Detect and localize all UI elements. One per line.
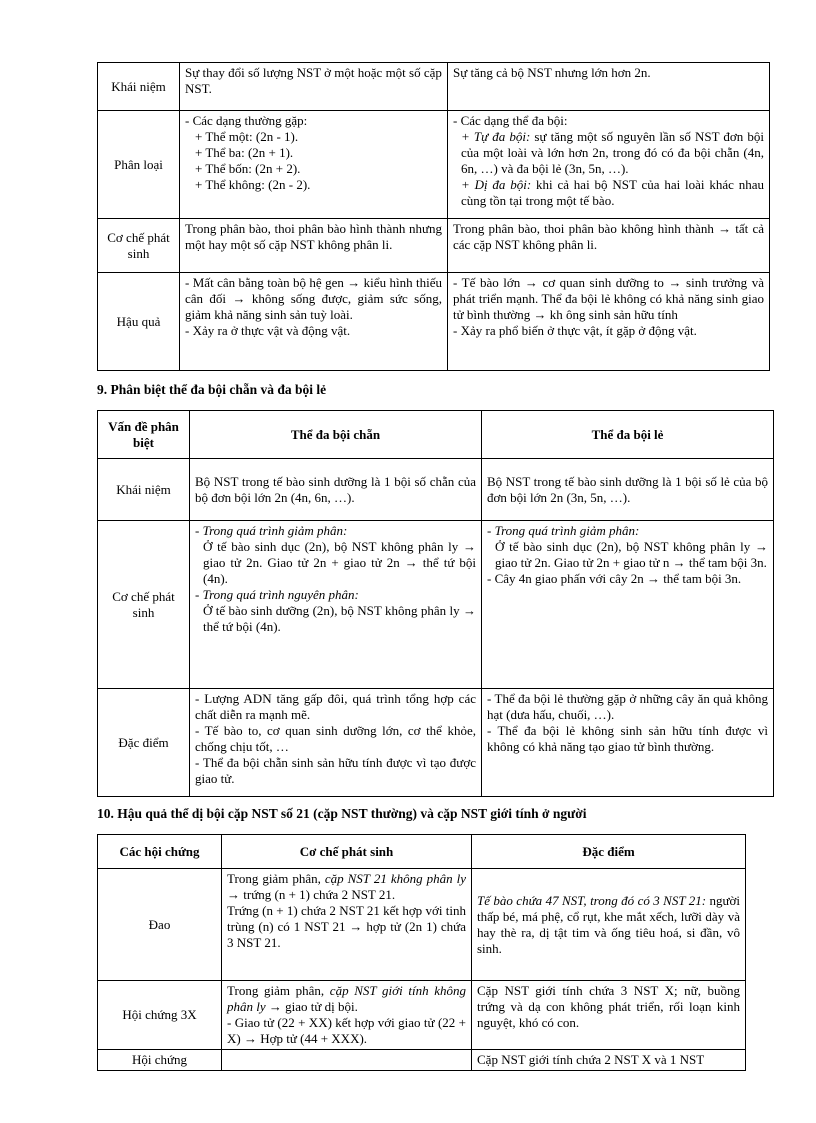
- table-header-row: [98, 411, 774, 459]
- table-cell: - Các dạng thể đa bội: + Tự đa bội: sự tăng một số nguyên lần số NST đơn bội của một loài và lớn hơn 2n, trong đó có đa bội chẵn (4n, 6n, …) và đa bội lẻ (3n, 5n, …). + Dị đa bội: khi cả hai bộ NST của hai loài khác nhau cùng tồn tại trong một tế bào.: [448, 111, 770, 219]
- column-header: Cơ chế phát sinh: [222, 835, 472, 869]
- table-cell: - Các dạng thường gặp: + Thể một: (2n - 1). + Thể ba: (2n + 1). + Thể bốn: (2n + 2). + Thể không: (2n - 2).: [180, 111, 448, 219]
- column-header: Đặc điểm: [472, 835, 746, 869]
- table-row: [98, 273, 770, 371]
- table-cell: - Lượng ADN tăng gấp đôi, quá trình tổng hợp các chất diễn ra mạnh mẽ. - Tế bào to, cơ quan sinh dưỡng lớn, cơ thể khỏe, chống chịu tốt, … - Thể đa bội chẵn sinh sản hữu tính được vì tạo được giao tử.: [190, 689, 482, 797]
- table-cell: Sự thay đổi số lượng NST ở một hoặc một số cặp NST.: [180, 63, 448, 111]
- column-header: Thể đa bội chẵn: [190, 411, 482, 459]
- table-row: [98, 689, 774, 797]
- row-label: Hậu quả: [98, 273, 180, 371]
- table-row: [98, 111, 770, 219]
- table-cell: Trong phân bào, thoi phân bào hình thành nhưng một hay một số cặp NST không phân li.: [180, 219, 448, 273]
- table-row: [98, 219, 770, 273]
- table-cell: Cặp NST giới tính chứa 2 NST X và 1 NST: [472, 1050, 746, 1071]
- table-row: [98, 521, 774, 689]
- row-label: Phân loại: [98, 111, 180, 219]
- row-label: Cơ chế phát sinh: [98, 521, 190, 689]
- even-odd-polyploid-table: [97, 410, 774, 797]
- column-header: Vấn đề phân biệt: [98, 411, 190, 459]
- row-label: Cơ chế phát sinh: [98, 219, 180, 273]
- row-label: Khái niệm: [98, 63, 180, 111]
- table-row: [98, 869, 746, 981]
- table-cell: - Mất cân bằng toàn bộ hệ gen → kiểu hình thiếu cân đối → không sống được, giảm sức sống, giảm khả năng sinh sản tuỳ loài. - Xảy ra ở thực vật và động vật.: [180, 273, 448, 371]
- table-row: [98, 459, 774, 521]
- table-cell: Tế bào chứa 47 NST, trong đó có 3 NST 21: người thấp bé, má phệ, cổ rụt, khe mắt xếch, lưỡi dày và hay thè ra, dị tật tim và ống tiêu hoá, si đần, vô sinh.: [472, 869, 746, 981]
- table-cell: Trong giảm phân, cặp NST giới tính không phân ly → giao tử dị bội. - Giao tử (22 + XX) kết hợp với giao tử (22 + X) → Hợp tử (44 + XXX).: [222, 981, 472, 1050]
- comparison-table-aneuploid-polyploid: [97, 62, 770, 371]
- column-header: Thể đa bội lẻ: [482, 411, 774, 459]
- table-cell: Bộ NST trong tế bào sinh dưỡng là 1 bội số chẵn của bộ đơn bội lớn 2n (4n, 6n, …).: [190, 459, 482, 521]
- syndromes-table: [97, 834, 746, 1071]
- row-label: Đao: [98, 869, 222, 981]
- table-cell: - Thể đa bội lẻ thường gặp ở những cây ăn quả không hạt (dưa hấu, chuối, …). - Thể đa bội lẻ không sinh sản hữu tính được vì không có khả năng tạo giao tử bình thường.: [482, 689, 774, 797]
- table-row: [98, 63, 770, 111]
- section-heading: 9. Phân biệt thể đa bội chẵn và đa bội lẻ: [97, 382, 327, 397]
- table-cell: - Tế bào lớn → cơ quan sinh dưỡng to → sinh trưởng và phát triển mạnh. Thể đa bội lẻ không có khả năng sinh giao tử bình thường → kh ông sinh sản hữu tính - Xảy ra phổ biến ở thực vật, ít gặp ở động vật.: [448, 273, 770, 371]
- table-row: [98, 1050, 746, 1071]
- table-cell: - Trong quá trình giảm phân: Ở tế bào sinh dục (2n), bộ NST không phân ly → giao tử 2n. Giao tử 2n + giao tử n → thể tam bội 3n. - Cây 4n giao phấn với cây 2n → thể tam bội 3n.: [482, 521, 774, 689]
- table-cell: - Trong quá trình giảm phân: Ở tế bào sinh dục (2n), bộ NST không phân ly → giao tử 2n. Giao tử 2n + giao tử 2n → thể tứ bội (4n). - Trong quá trình nguyên phân: Ở tế bào sinh dưỡng (2n), bộ NST không phân ly → thể tứ bội (4n).: [190, 521, 482, 689]
- row-label: Đặc điểm: [98, 689, 190, 797]
- row-label: Khái niệm: [98, 459, 190, 521]
- row-label: Hội chứng 3X: [98, 981, 222, 1050]
- table-cell: Sự tăng cả bộ NST nhưng lớn hơn 2n.: [448, 63, 770, 111]
- table-cell: [222, 1050, 472, 1071]
- row-label: Hội chứng: [98, 1050, 222, 1071]
- table-row: [98, 981, 746, 1050]
- table-cell: Trong giảm phân, cặp NST 21 không phân ly → trứng (n + 1) chứa 2 NST 21. Trứng (n + 1) chứa 2 NST 21 kết hợp với tinh trùng (n) có 1 NST 21 → hợp tử (2n 1) chứa 3 NST 21.: [222, 869, 472, 981]
- section-heading: 10. Hậu quả thể dị bội cặp NST số 21 (cặp NST thường) và cặp NST giới tính ở người: [97, 806, 587, 821]
- table-cell: Trong phân bào, thoi phân bào không hình thành → tất cả các cặp NST không phân li.: [448, 219, 770, 273]
- table-header-row: [98, 835, 746, 869]
- table-cell: Bộ NST trong tế bào sinh dưỡng là 1 bội số lẻ của bộ đơn bội lớn 2n (3n, 5n, …).: [482, 459, 774, 521]
- column-header: Các hội chứng: [98, 835, 222, 869]
- table-cell: Cặp NST giới tính chứa 3 NST X; nữ, buồng trứng và dạ con không phát triển, rối loạn kinh nguyệt, khó có con.: [472, 981, 746, 1050]
